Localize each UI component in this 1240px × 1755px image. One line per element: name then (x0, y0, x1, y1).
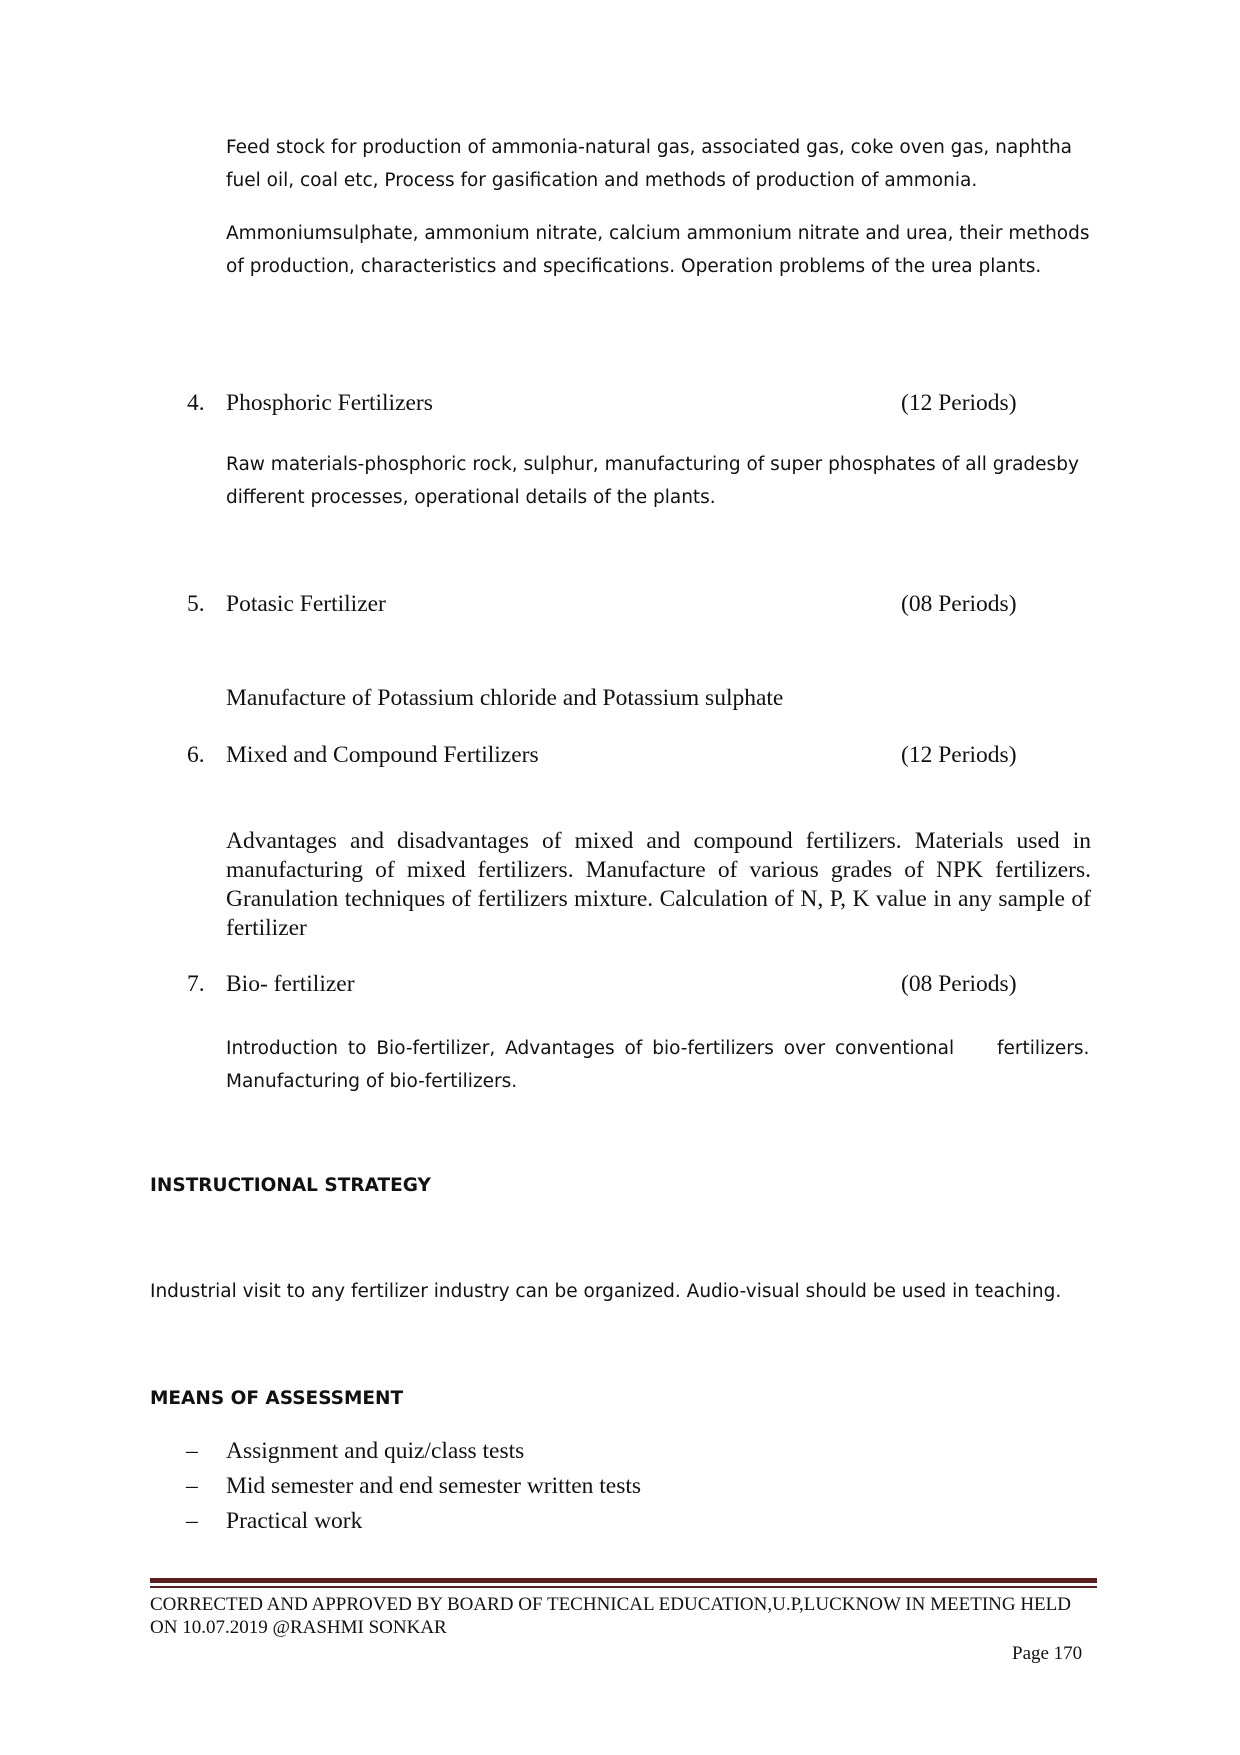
footer-rule-thin (150, 1586, 1097, 1588)
topic-title: Bio- fertilizer (226, 971, 355, 997)
means-of-assessment-heading: MEANS OF ASSESSMENT (150, 1388, 404, 1409)
instructional-strategy-text: Industrial visit to any fertilizer industry can be organized. Audio-visual should be used in teaching. (150, 1281, 1062, 1302)
topic-body: Manufacture of Potassium chloride and Potassium sulphate (226, 685, 784, 711)
topic-periods: (12 Periods) (901, 390, 1017, 416)
footer-approval-line2: ON 10.07.2019 @RASHMI SONKAR (150, 1617, 447, 1638)
topic-title: Mixed and Compound Fertilizers (226, 742, 539, 768)
topic-number: 7. (187, 971, 205, 997)
bullet-dash: – (186, 1473, 198, 1499)
topic-number: 4. (187, 390, 205, 416)
topic-periods: (08 Periods) (901, 591, 1017, 617)
list-item: Practical work (226, 1508, 363, 1534)
topic-body-line1: Introduction to Bio-fertilizer, Advantages of bio-fertilizers over conventional (226, 1038, 955, 1059)
bullet-dash: – (186, 1508, 198, 1534)
topic-body-line2: Manufacturing of bio-fertilizers. (226, 1071, 518, 1092)
intro-paragraph-2: Ammoniumsulphate, ammonium nitrate, calcium ammonium nitrate and urea, their methods of production, characteristics and specifications. Operation problems of the urea plants. (226, 223, 1090, 277)
intro-paragraph-1: Feed stock for production of ammonia-natural gas, associated gas, coke oven gas, naphtha fuel oil, coal etc, Process for gasification and methods of production of ammonia. (226, 137, 1073, 191)
topic-body: Advantages and disadvantages of mixed and compound fertilizers. Materials used in manufacturing of mixed fertilizers. Manufacture of various grades of NPK fertilizers. Granulation techniques of fertilizers mixture. Calculation of N, P, K value in any sample of fertilizer (226, 828, 1091, 941)
topic-body: Raw materials-phosphoric rock, sulphur, manufacturing of super phosphates of all gradesby different processes, operational details of the plants. (226, 454, 1079, 508)
topic-periods: (12 Periods) (901, 742, 1017, 768)
footer-approval-line1: CORRECTED AND APPROVED BY BOARD OF TECHNICAL EDUCATION,U.P,LUCKNOW IN MEETING HELD (150, 1594, 1071, 1615)
bullet-dash: – (186, 1438, 198, 1464)
list-item: Mid semester and end semester written tests (226, 1473, 642, 1499)
instructional-strategy-heading: INSTRUCTIONAL STRATEGY (150, 1175, 431, 1196)
topic-title: Potasic Fertilizer (226, 591, 386, 617)
page-number: Page 170 (1012, 1643, 1083, 1664)
topic-periods: (08 Periods) (901, 971, 1017, 997)
topic-body-line1-end: fertilizers. (997, 1038, 1090, 1059)
list-item: Assignment and quiz/class tests (226, 1438, 525, 1464)
footer-rule-thick (150, 1578, 1097, 1583)
topic-number: 6. (187, 742, 205, 768)
topic-number: 5. (187, 591, 205, 617)
topic-title: Phosphoric Fertilizers (226, 390, 433, 416)
